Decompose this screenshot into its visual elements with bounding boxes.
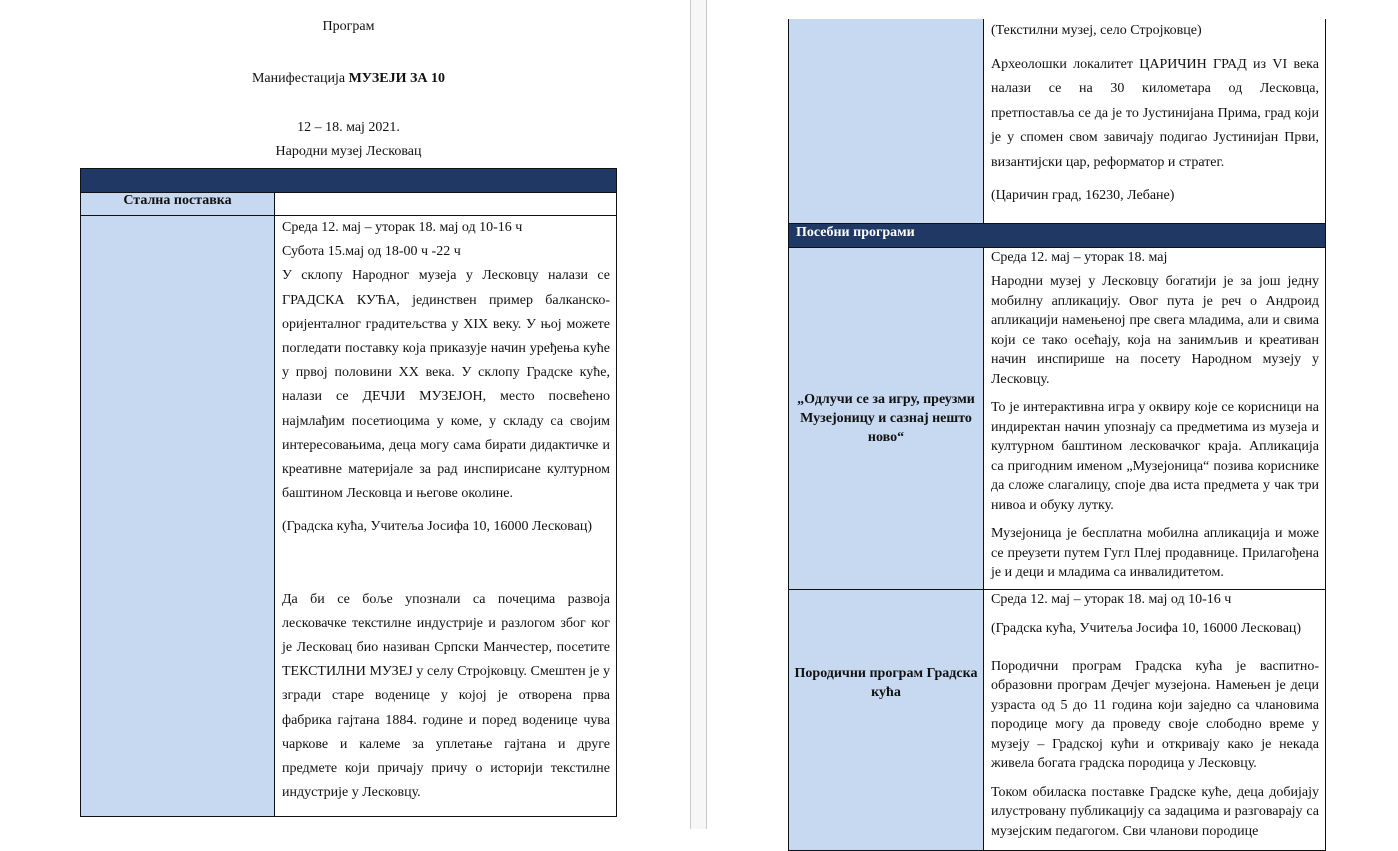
section-row-permanent — [81, 193, 617, 216]
address-text: (Градска кућа, Учитеља Јосифа 10, 16000 Лесковац) — [991, 621, 1302, 636]
content-cell — [275, 216, 617, 817]
museum-name: Народни музеј Лесковац — [275, 144, 422, 159]
address-text: (Градска кућа, Учитеља Јосифа 10, 16000 Лесковац) — [282, 519, 593, 535]
program-label: Породични програм Градска кућа — [789, 589, 984, 850]
paragraph: Археолошки локалитет ЦАРИЧИН ГРАД из VI века налази се на 30 километара од Лесковца, претпоставља се да је то Јустинијана Прима, град који је у спомен свом завичају подигао Јустинијан Први, византијски цар, реформатор и стратег. — [991, 56, 1319, 170]
paragraph: Породични програм Градска кућа је васпитно-образовни програм Дечјег музејона. Намењен је деци узраста од 5 до 11 година који заједно са члановима породице могу да проведу своје слободно време у музеју – Градској кући и откривају како је некада живела богата градска породица у Лесковцу. — [991, 658, 1319, 771]
label-cell — [81, 216, 275, 817]
section-label-permanent: Стална поставка — [81, 193, 275, 216]
paragraph: То је интерактивна игра у оквиру које се корисници на индиректан начин упознају са предметима из музеја и културном баштином лесковачког краја. Апликација са пригодним именом „Музејоница“ позива кориснике да сложе слагалицу, споје два иста предмета у чак три нивоа и обуку лутку. — [991, 400, 1319, 513]
table-row — [789, 19, 1326, 223]
schedule-text: Среда 12. мај – уторак 18. мај од 10-16 ч — [282, 220, 523, 235]
empty-cell — [275, 193, 617, 216]
paragraph: Током обиласка поставке Градске куће, деца добијају илустровану публикацију са задацима и разговарају са музејским педагогом. Сви чланови породице — [991, 784, 1319, 839]
table-row — [789, 589, 1326, 850]
page-gutter — [690, 0, 707, 829]
document-title: Програм — [322, 19, 375, 34]
section-row-special — [789, 223, 1326, 247]
document-page-left — [0, 0, 690, 829]
content-cell — [984, 247, 1326, 589]
paragraph: Народни музеј у Лесковцу богатији је за још једну мобилну апликацију. Овог пута је реч о Андроид апликацији намењеној пре свега младима, али и свима који се тако осећају, која на занимљив и креативан начин инспирише на посету Народном музеју у Лесковцу. — [991, 274, 1319, 387]
program-label: „Одлучи се за игру, преузми Музејоницу и сазнај нешто ново“ — [789, 247, 984, 589]
content-cell — [984, 19, 1326, 223]
table-header-cell — [81, 169, 617, 193]
content-cell — [984, 589, 1326, 850]
table-header-row — [81, 169, 617, 193]
program-table-right — [788, 19, 1326, 851]
table-row — [789, 247, 1326, 589]
section-label-special: Посебни програми — [789, 223, 1326, 247]
label-cell — [789, 19, 984, 223]
address-text: (Текстилни музеј, село Стројковце) — [991, 23, 1202, 38]
event-heading — [80, 71, 617, 87]
address-text: (Царичин град, 16230, Лебане) — [991, 188, 1175, 203]
paragraph: У склопу Народног музеја у Лесковцу налази се ГРАДСКА КУЋА, јединствен пример балканско-оријенталног градитељства у XIX веку. У њој можете погледати поставку која приказује начин уређења куће у првој половини XX века. У склопу Градске куће, налази се ДЕЧЈИ МУЗЕЈОН, место посвећено најмлађим посетиоцима у коме, у складу са својим интересовањима, деца могу сама бирати дидактичке и креативне материјале за рад инспирисане културном баштином Лесковца и његове околине. — [282, 268, 610, 502]
event-name: МУЗЕЈИ ЗА 10 — [348, 71, 445, 86]
event-dates: 12 – 18. мај 2021. — [297, 120, 400, 135]
schedule-text: Субота 15.мај од 18-00 ч -22 ч — [282, 244, 461, 260]
paragraph: Музејоница је бесплатна мобилна апликација и може се преузети путем Гугл Плеј продавнице. Прилагођена је и деци и младима са инвалидитетом. — [991, 526, 1319, 580]
paragraph: Да би се боље упознали са почецима развоја лесковачке текстилне индустрије и разлогом због ког је Лесковац био називан Српски Манчестер, посетите ТЕКСТИЛНИ МУЗЕЈ у селу Стројковцу. Смештен је у згради старе воденице у којој је отворена прва фабрика гајтана 1884. године и поред воденице чува чаркове и калеме за уплетање гајтана и друге предмете који причају причу о историји текстилне индустрије у Лесковцу. — [282, 591, 610, 801]
schedule-text: Среда 12. мај – уторак 18. мај — [991, 249, 1168, 265]
schedule-text: Среда 12. мај – уторак 18. мај од 10-16 ч — [991, 591, 1232, 607]
program-table-left — [80, 168, 617, 817]
table-row — [81, 216, 617, 817]
event-prefix: Манифестација — [251, 71, 349, 86]
